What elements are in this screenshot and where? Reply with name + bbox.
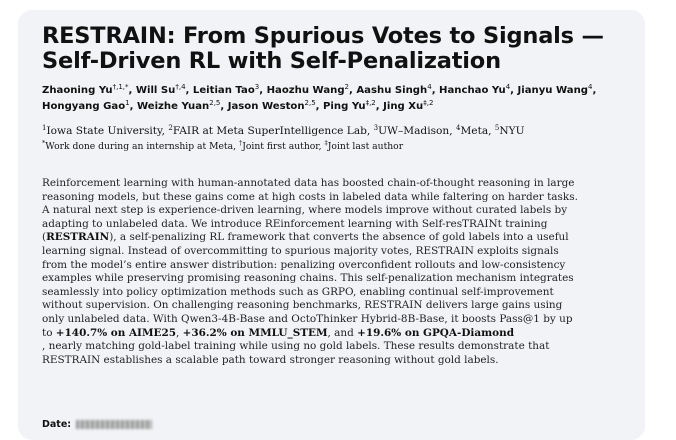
author: [137, 101, 220, 112]
note-mark: *: [42, 139, 46, 147]
abstract-line: seamlessly into policy optimization methods such as GRPO, enabling continual self-improvement: [42, 285, 554, 298]
note-text: Work done during an internship at Meta: [45, 141, 234, 152]
result-gpqa-diamond: +19.6% on GPQA-Diamond: [357, 326, 514, 339]
author-name: Zhaoning Yu: [42, 85, 113, 96]
author-name: Hongyang Gao: [42, 101, 126, 112]
note-mark: †: [238, 139, 243, 147]
affiliation-mark: 1: [42, 124, 47, 132]
author-name: Haozhu Wang: [266, 85, 345, 96]
author-name: Jianyu Wang: [517, 85, 589, 96]
author: [323, 101, 376, 112]
abstract-line: [42, 231, 624, 245]
affiliation-mark: 4: [455, 124, 461, 132]
author-name: Leitian Tao: [192, 85, 255, 96]
author-affiliation-mark: †,1,*: [112, 83, 129, 91]
author: [42, 101, 130, 112]
author: [356, 85, 431, 96]
abstract-text: , and: [327, 326, 358, 339]
affiliations: $^1$Iowa State University, $^2$FAIR at Meta SuperIntelligence Lab, $^3$UW–Madison, $^4$Meta, $^5$NYU: [42, 124, 525, 137]
note-text: Joint first author: [242, 141, 319, 152]
abstract-line: , nearly matching gold-label training while using no gold labels. These results demonstrate that: [42, 340, 550, 353]
note-text: Joint last author: [327, 141, 404, 152]
affiliation-mark: 5: [494, 124, 500, 132]
date-value-redacted: [76, 420, 152, 429]
abstract-line: only unlabeled data. With Qwen3-4B-Base and OctoThinker Hybrid-8B-Base, it boosts Pass@1 by up: [42, 312, 573, 325]
paper-card: [18, 10, 645, 440]
abstract-line: Reinforcement learning with human-annotated data has boosted chain-of-thought reasoning in large: [42, 177, 575, 189]
author-affiliation-mark: 2,5: [304, 99, 316, 107]
affiliation-name: UW–Madison: [378, 125, 450, 137]
author-affiliation-mark: 2,5: [209, 99, 221, 107]
author: [136, 85, 186, 96]
author-affiliation-mark: ‡,2: [365, 99, 376, 107]
affiliation-mark: 2: [168, 124, 173, 132]
result-aime25: +140.7% on AIME25: [55, 326, 176, 339]
date-label: Date:: [42, 419, 72, 430]
author-name: Weizhe Yuan: [136, 101, 210, 112]
date-row: [42, 419, 152, 430]
abstract-line: [42, 327, 624, 341]
paper-title: [42, 24, 622, 74]
abstract-line: RESTRAIN establishes a scalable path toward stronger reasoning without gold labels.: [42, 353, 499, 366]
author: [193, 85, 259, 96]
author-list: Zhaoning $Yu^{\dagger,1,*}$, Will $Su^{\dagger,4}$, Leitian Tao$^3$, Haozhu Wang$^2$, Aashu Singh$^4$, Hanchao Yu$^4$, Jianyu Wang$^4$, Hongyang Gao$^1$, Weizhe Yuan$^{2,5}$, Jason Weston$^{2,5}$, Ping $Yu^{\ddagger,2}$, Jing $Xu^{\ddagger,2}$: [42, 83, 597, 112]
author-affiliation-mark: 2: [344, 83, 350, 91]
paper-title-line1: RESTRAIN: From Spurious Votes to Signals —: [42, 23, 604, 49]
method-name-emphasis: RESTRAIN: [46, 231, 110, 244]
author: [439, 85, 510, 96]
author-name: Jing Xu: [383, 101, 424, 112]
abstract-line: A natural next step is experience-driven learning, where models improve without curated labels by: [42, 204, 568, 217]
affiliation-name: FAIR at Meta SuperIntelligence Lab: [172, 125, 367, 137]
author-name: Aashu Singh: [356, 85, 428, 96]
author-name: Jason Weston: [227, 101, 305, 112]
abstract-line: learning signal. Instead of overcommitting to spurious majority votes, RESTRAIN exploits signals: [42, 244, 559, 257]
result-mmlu-stem: +36.2% on MMLU_STEM: [182, 326, 328, 339]
abstract-line: reasoning models, but these gains come at high costs in labeled data while faltering on harder tasks.: [42, 190, 578, 203]
author-affiliation-mark: 1: [125, 99, 130, 107]
abstract: [42, 177, 624, 367]
affiliation-name: Iowa State University: [46, 125, 162, 137]
author: [42, 85, 129, 96]
author-notes: *Work done during an internship at Meta, †Joint first author, ‡Joint last author: [42, 139, 404, 152]
abstract-line: from the model’s entire answer distribution: penalizing overconfident rollouts and low-consistency: [42, 258, 566, 271]
author: [267, 85, 349, 96]
author: [383, 101, 433, 112]
author-affiliation-mark: 3: [254, 83, 260, 91]
abstract-text: ,: [175, 326, 183, 339]
abstract-line: without supervision. On challenging reasoning benchmarks, RESTRAIN delivers large gains using: [42, 299, 563, 312]
author-name: Hanchao Yu: [439, 85, 506, 96]
author: [228, 101, 316, 112]
author-affiliation-mark: ‡,2: [423, 99, 434, 107]
abstract-text: to: [42, 326, 56, 339]
author-name: Ping Yu: [323, 101, 366, 112]
affiliation-name: Meta: [460, 125, 489, 137]
author-affiliation-mark: †,4: [175, 83, 186, 91]
author-affiliation-mark: 4: [505, 83, 511, 91]
author-affiliation-mark: 4: [427, 83, 432, 91]
paper-title-line2: Self-Driven RL with Self-Penalization: [42, 48, 501, 74]
abstract-text: ), a self-penalizing RL framework that converts the absence of gold labels into a useful: [109, 231, 569, 244]
author-affiliation-mark: 4: [588, 83, 593, 91]
paper-header: [42, 24, 622, 153]
affiliation-mark: 3: [373, 124, 379, 132]
author: [518, 85, 593, 96]
abstract-text: (: [42, 231, 47, 244]
abstract-line: examples while preserving promising reasoning chains. This self-penalization mechanism integrates: [42, 272, 574, 285]
note-mark: ‡: [324, 139, 328, 147]
abstract-line: adapting to unlabeled data. We introduce REinforcement learning with Self-resTRAINt training: [42, 217, 548, 230]
author-name: Will Su: [135, 85, 176, 96]
affiliation-name: NYU: [499, 125, 525, 137]
